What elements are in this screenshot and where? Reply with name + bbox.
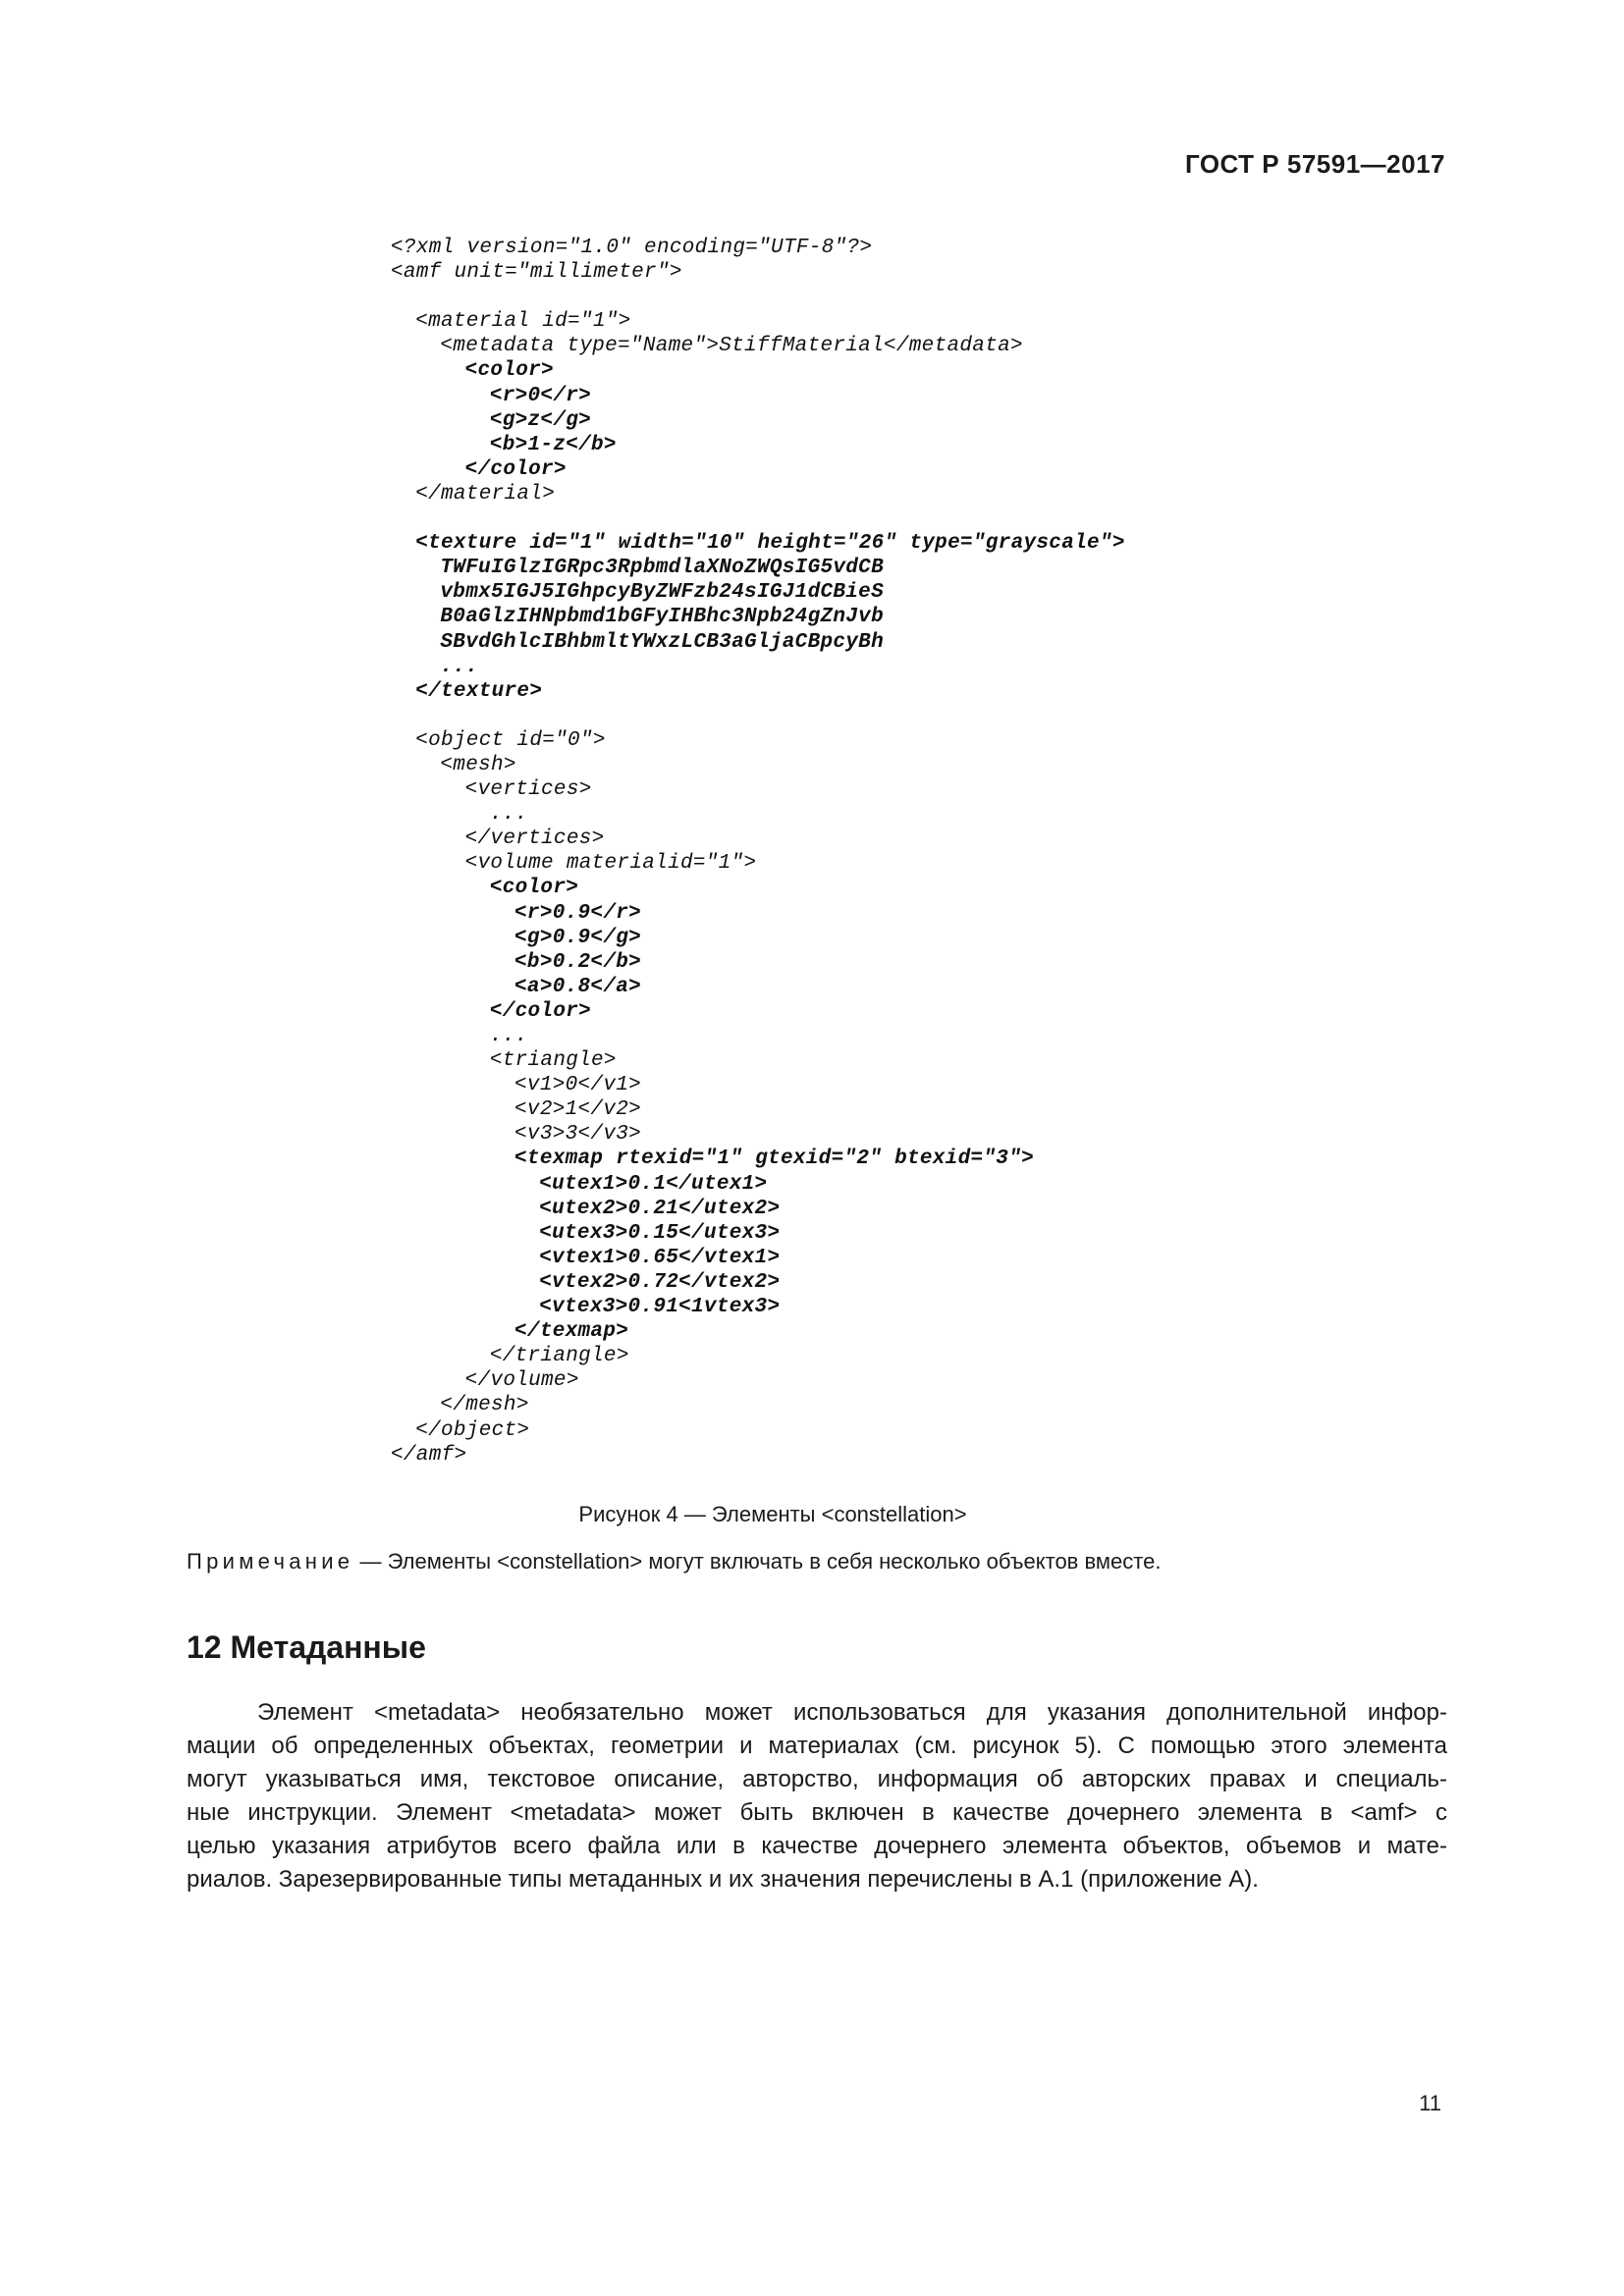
code-line: TWFuIGlzIGRpc3RpbmdlaXNoZWQsIG5vdCB xyxy=(440,557,884,580)
code-line: <triangle> xyxy=(489,1049,617,1073)
code-line: SBvdGhlcIBhbmltYWxzLCB3aGljaCBpcyBh xyxy=(440,630,884,654)
figure-caption xyxy=(0,1502,1624,1527)
code-line: <g>z</g> xyxy=(489,408,592,432)
code-line: ... xyxy=(489,803,528,827)
section-paragraph xyxy=(187,1696,1447,1896)
code-line: <vtex1>0.65</vtex1> xyxy=(539,1246,781,1269)
code-line: <utex3>0.15</utex3> xyxy=(539,1221,781,1245)
code-line: <b>0.2</b> xyxy=(514,950,642,974)
code-line: <v2>1</v2> xyxy=(514,1098,642,1122)
code-line: </texture> xyxy=(415,679,543,703)
code-line: <color> xyxy=(489,877,579,900)
code-line: </amf> xyxy=(391,1443,467,1467)
code-line xyxy=(391,285,1125,309)
code-line: <amf unit="millimeter"> xyxy=(391,261,682,285)
code-line: <utex1>0.1</utex1> xyxy=(539,1172,768,1196)
code-line: <a>0.8</a> xyxy=(514,975,642,998)
code-line: <volume materialid="1"> xyxy=(464,852,757,876)
code-line: <object id="0"> xyxy=(415,728,606,752)
note-text: — Элементы <constellation> могут включать в себя несколько объектов вместе. xyxy=(353,1549,1162,1574)
document-header: ГОСТ Р 57591—2017 xyxy=(1184,149,1445,179)
code-line: B0aGlzIHNpbmd1bGFyIHBhc3Npb24gZnJvb xyxy=(440,606,884,629)
paragraph-line: мации об определенных объектах, геометрии и материалах (см. рисунок 5). С помощью этого элемента xyxy=(187,1733,1447,1759)
code-line: <texmap rtexid="1" gtexid="2" btexid="3"> xyxy=(514,1148,1034,1171)
code-line: <g>0.9</g> xyxy=(514,926,642,949)
code-line: <material id="1"> xyxy=(415,310,631,334)
code-line: <b>1-z</b> xyxy=(489,433,617,456)
figure-caption-text: Рисунок 4 — Элементы <constellation> xyxy=(578,1502,967,1526)
section-heading: 12 Метаданные xyxy=(187,1629,426,1665)
code-line: </material> xyxy=(415,482,556,506)
figure-note xyxy=(187,1549,1161,1575)
code-line: <texture id="1" width="10" height="26" type="grayscale"> xyxy=(415,532,1125,556)
code-line: <v3>3</v3> xyxy=(514,1123,642,1147)
code-line: </volume> xyxy=(464,1369,579,1393)
code-line: <v1>0</v1> xyxy=(514,1074,642,1097)
code-line: <r>0.9</r> xyxy=(514,901,642,925)
code-line: <vertices> xyxy=(464,778,592,802)
code-line: <color> xyxy=(464,359,554,383)
code-line xyxy=(391,704,1125,728)
code-line: <mesh> xyxy=(440,753,516,776)
code-line: </color> xyxy=(489,999,592,1023)
code-line: </texmap> xyxy=(514,1320,629,1344)
code-line: </object> xyxy=(415,1418,530,1442)
code-line: </triangle> xyxy=(489,1345,629,1368)
paragraph-line: ные инструкции. Элемент <metadata> может быть включен в качестве дочернего элемента в <amf> с xyxy=(187,1799,1447,1826)
code-line: <vtex2>0.72</vtex2> xyxy=(539,1270,781,1294)
code-line: ... xyxy=(489,1025,528,1047)
xml-code-figure xyxy=(391,236,1125,1468)
code-line: ... xyxy=(440,655,479,678)
paragraph-line: Элемент <metadata> необязательно может использоваться для указания дополнительной инфор- xyxy=(257,1699,1447,1726)
code-line: </color> xyxy=(464,457,567,481)
note-label: Примечание xyxy=(187,1549,354,1574)
paragraph-line: риалов. Зарезервированные типы метаданных и их значения перечислены в А.1 (приложение А). xyxy=(187,1866,1259,1893)
code-line: <utex2>0.21</utex2> xyxy=(539,1197,781,1220)
paragraph-line: могут указываться имя, текстовое описание, авторство, информация об авторских правах и специаль- xyxy=(187,1766,1447,1792)
code-line: vbmx5IGJ5IGhpcyByZWFzb24sIGJ1dCBieS xyxy=(440,581,884,605)
page-number: 11 xyxy=(1419,2091,1441,2115)
code-line: </mesh> xyxy=(440,1394,529,1417)
code-line: <metadata type="Name">StiffMaterial</metadata> xyxy=(440,335,1023,358)
paragraph-line: целью указания атрибутов всего файла или в качестве дочернего элемента объектов, объемов и мате- xyxy=(187,1833,1447,1859)
code-line: </vertices> xyxy=(464,828,605,851)
code-line: <?xml version="1.0" encoding="UTF-8"?> xyxy=(391,237,873,259)
code-line xyxy=(391,507,1125,531)
code-line: <r>0</r> xyxy=(489,384,592,407)
code-line: <vtex3>0.91<1vtex3> xyxy=(539,1296,781,1319)
